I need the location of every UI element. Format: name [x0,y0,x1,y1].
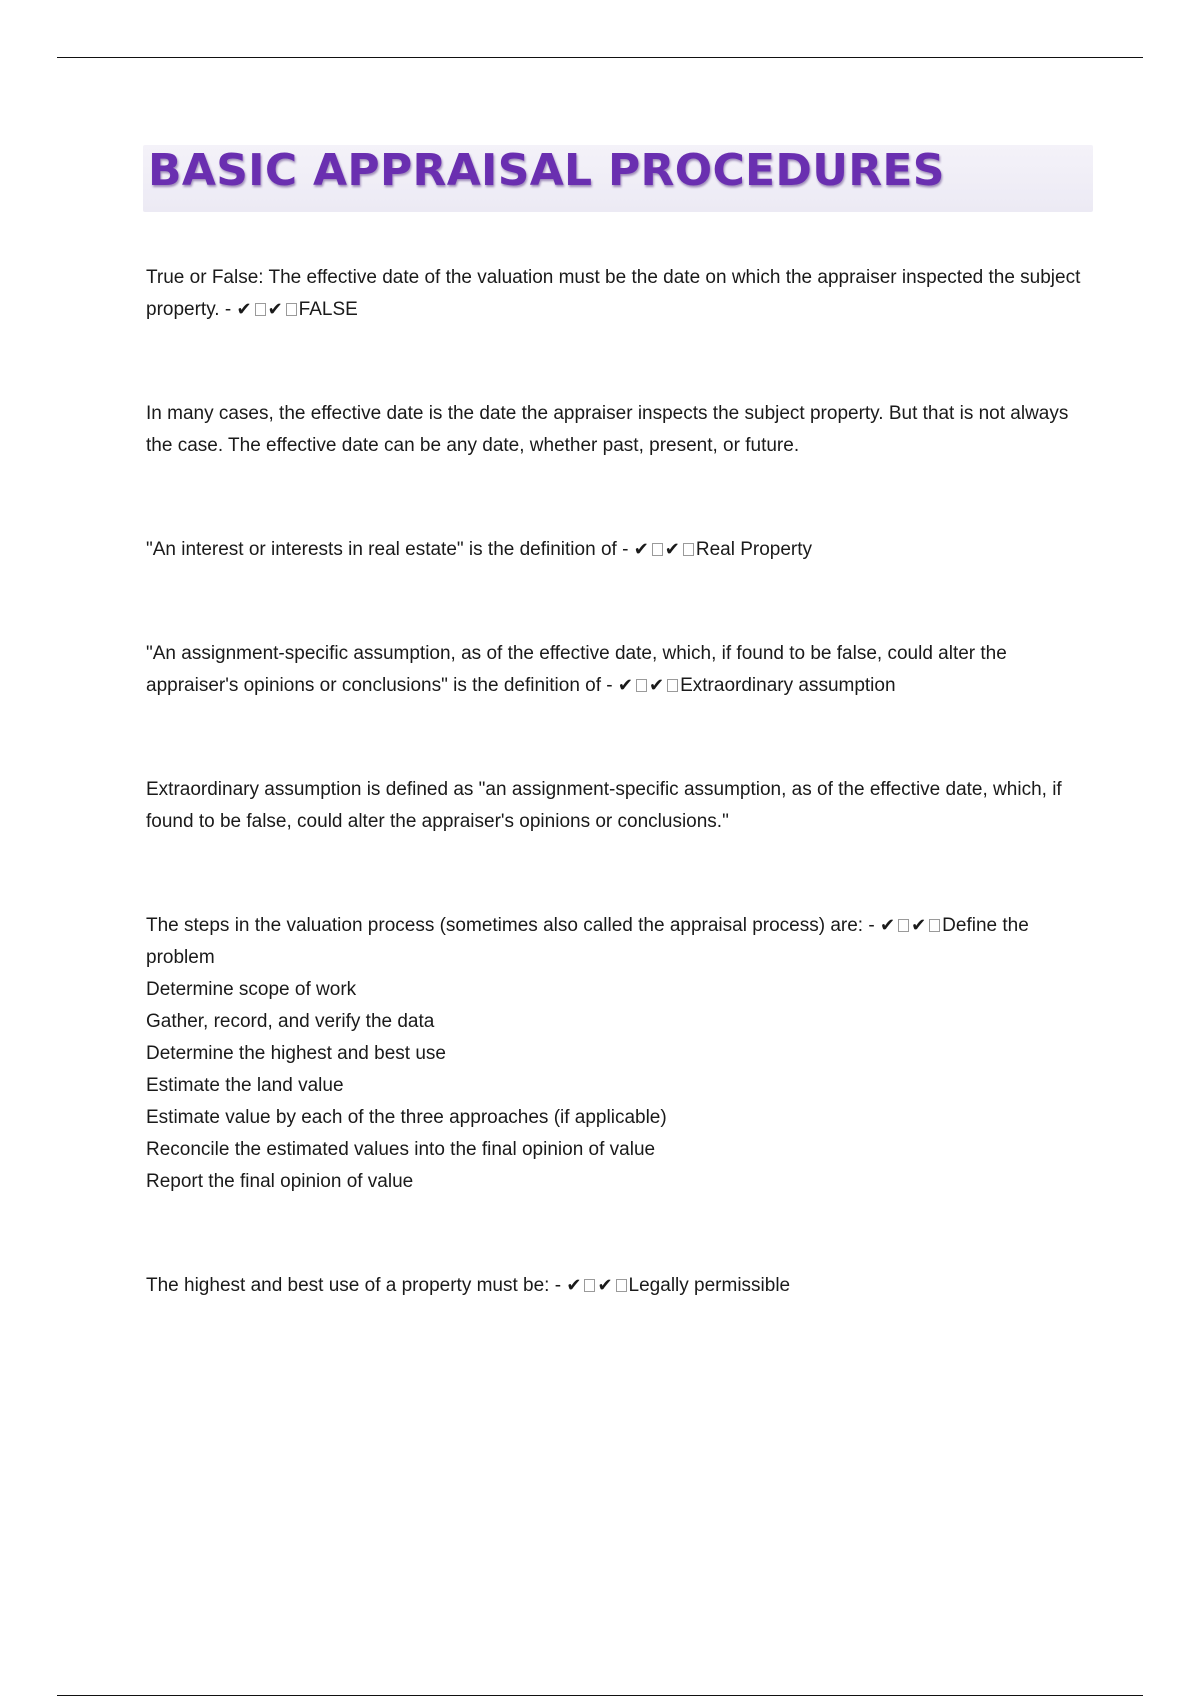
top-rule [57,57,1143,58]
separator: - [601,675,618,696]
answer-text: Legally permissible [628,1275,791,1296]
list-item: Determine the highest and best use [146,1043,446,1064]
answer-marks [634,539,812,560]
box-icon [683,543,694,556]
question-text: True or False: The effective date of the valuation must be the date on which the appraiser inspected the subject property. [146,267,1081,320]
answer-text: Extraordinary assumption [680,675,896,696]
check-icon: ✔ [566,1275,582,1296]
separator: - [219,299,237,320]
answer-text: Real Property [695,539,813,560]
answer-marks [618,675,896,696]
list-item: Estimate the land value [146,1075,344,1096]
check-icon: ✔ [879,915,896,936]
check-icon: ✔ [267,299,283,320]
check-icon: ✔ [617,675,634,696]
box-icon [286,303,297,316]
qa-item-highest-best-use [146,1270,1096,1302]
answer-text: Define the problem [146,915,1029,968]
qa-item-extraordinary-assumption [146,638,1096,702]
answer-text: FALSE [298,299,358,320]
answer-marks [236,299,357,320]
separator: - [549,1275,567,1296]
document-title: BASIC APPRAISAL PROCEDURES [148,145,945,196]
box-icon [636,679,647,692]
title-banner [143,145,1093,212]
box-icon [616,1279,627,1292]
explanation-extraordinary-assumption: Extraordinary assumption is defined as "an assignment-specific assumption, as of the effective date, which, if found to be false, could alter the appraiser's opinions or conclusions." [146,779,1062,832]
explanation-effective-date: In many cases, the effective date is the date the appraiser inspects the subject property. But that is not always the case. The effective date can be any date, whether past, present, or future. [146,403,1069,456]
qa-item-real-property [146,534,1096,566]
box-icon [667,679,678,692]
qa-item-effective-date [146,262,1096,326]
document-body [146,262,1096,1302]
answer-marks [566,1275,790,1296]
separator: - [616,539,634,560]
box-icon [255,303,266,316]
check-icon: ✔ [236,299,252,320]
check-icon: ✔ [911,915,927,936]
check-icon: ✔ [664,539,680,560]
list-item: Reconcile the estimated values into the final opinion of value [146,1139,656,1160]
separator: - [863,915,880,936]
question-text: The highest and best use of a property must be: [146,1275,550,1296]
list-item: Gather, record, and verify the data [146,1011,435,1032]
valuation-steps-list [146,974,1096,1198]
qa-item-valuation-steps [146,910,1096,974]
box-icon [898,919,909,932]
list-item: Determine scope of work [146,979,357,1000]
box-icon [929,919,940,932]
list-item: Estimate value by each of the three approaches (if applicable) [146,1107,667,1128]
check-icon: ✔ [597,1275,613,1296]
answer-marks [880,915,942,936]
list-item: Report the final opinion of value [146,1171,414,1192]
box-icon [652,543,663,556]
question-text: "An interest or interests in real estate" is the definition of [146,539,617,560]
check-icon: ✔ [633,539,649,560]
check-icon: ✔ [649,675,665,696]
question-text: "An assignment-specific assumption, as of the effective date, which, if found to be false, could alter the appraiser's opinions or conclusions" is the definition of [146,643,1007,696]
question-text: The steps in the valuation process (sometimes also called the appraisal process) are: [146,915,864,936]
box-icon [584,1279,595,1292]
bottom-rule [57,1695,1143,1696]
